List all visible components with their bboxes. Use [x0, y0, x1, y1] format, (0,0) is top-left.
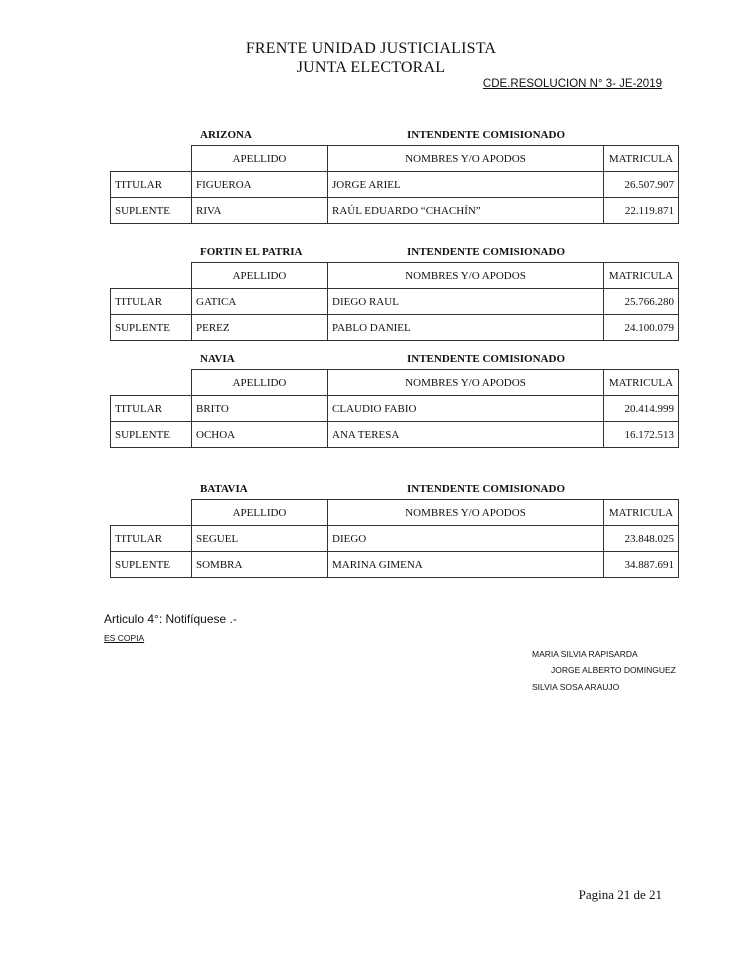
col-apellido: APELLIDO [192, 500, 328, 526]
candidates-table [110, 499, 679, 578]
cell-nombres: MARINA GIMENA [328, 552, 604, 578]
cell-apellido: RIVA [192, 198, 328, 224]
table-header-row [111, 263, 679, 289]
candidates-table [110, 369, 679, 448]
col-nombres: NOMBRES Y/O APODOS [328, 146, 604, 172]
blank-cell [111, 146, 192, 172]
locality-block-fortin-el-patria [110, 246, 678, 341]
locality-block-arizona [110, 129, 678, 224]
table-row [111, 526, 679, 552]
table-row [111, 198, 679, 224]
col-nombres: NOMBRES Y/O APODOS [328, 263, 604, 289]
resolution-number: CDE.RESOLUCION N° 3- JE-2019 [482, 78, 662, 90]
table-row [111, 289, 679, 315]
col-apellido: APELLIDO [192, 146, 328, 172]
locality-name: NAVIA [200, 353, 235, 365]
cell-apellido: FIGUEROA [192, 172, 328, 198]
cell-apellido: SEGUEL [192, 526, 328, 552]
cell-apellido: PEREZ [192, 315, 328, 341]
row-type: TITULAR [111, 396, 192, 422]
cell-apellido: SOMBRA [192, 552, 328, 578]
position-title: INTENDENTE COMISIONADO [407, 353, 565, 365]
cell-matricula: 23.848.025 [604, 526, 679, 552]
document-title: FRENTE UNIDAD JUSTICIALISTA [245, 40, 497, 57]
row-type: TITULAR [111, 526, 192, 552]
locality-name: FORTIN EL PATRIA [200, 246, 303, 258]
col-matricula: MATRICULA [604, 370, 679, 396]
position-title: INTENDENTE COMISIONADO [407, 246, 565, 258]
block-header [110, 353, 678, 369]
row-type: SUPLENTE [111, 552, 192, 578]
cell-nombres: DIEGO [328, 526, 604, 552]
cell-matricula: 34.887.691 [604, 552, 679, 578]
cell-nombres: DIEGO RAUL [328, 289, 604, 315]
locality-name: BATAVIA [200, 483, 248, 495]
candidates-table [110, 262, 679, 341]
page-number: Pagina 21 de 21 [578, 887, 662, 902]
blank-cell [111, 370, 192, 396]
cell-nombres: RAÚL EDUARDO “CHACHÍN” [328, 198, 604, 224]
signature-name: SILVIA SOSA ARAUJO [532, 682, 620, 692]
cell-apellido: BRITO [192, 396, 328, 422]
position-title: INTENDENTE COMISIONADO [407, 483, 565, 495]
col-matricula: MATRICULA [604, 263, 679, 289]
locality-name: ARIZONA [200, 129, 252, 141]
document-subtitle: JUNTA ELECTORAL [296, 59, 446, 76]
cell-matricula: 24.100.079 [604, 315, 679, 341]
article-text: Articulo 4°: Notifíquese .- [104, 612, 237, 626]
row-type: SUPLENTE [111, 315, 192, 341]
block-header [110, 246, 678, 262]
signature-name: JORGE ALBERTO DOMINGUEZ [551, 665, 676, 675]
block-header [110, 483, 678, 499]
row-type: TITULAR [111, 172, 192, 198]
table-row [111, 172, 679, 198]
candidates-table [110, 145, 679, 224]
blank-cell [111, 263, 192, 289]
cell-apellido: GATICA [192, 289, 328, 315]
table-row [111, 396, 679, 422]
table-header-row [111, 500, 679, 526]
col-nombres: NOMBRES Y/O APODOS [328, 370, 604, 396]
col-matricula: MATRICULA [604, 500, 679, 526]
row-type: SUPLENTE [111, 198, 192, 224]
col-matricula: MATRICULA [604, 146, 679, 172]
cell-apellido: OCHOA [192, 422, 328, 448]
locality-block-batavia [110, 483, 678, 578]
table-header-row [111, 370, 679, 396]
col-apellido: APELLIDO [192, 370, 328, 396]
table-row [111, 552, 679, 578]
es-copia-label: ES COPIA [104, 633, 145, 643]
locality-block-navia [110, 353, 678, 448]
blank-cell [111, 500, 192, 526]
cell-nombres: PABLO DANIEL [328, 315, 604, 341]
col-nombres: NOMBRES Y/O APODOS [328, 500, 604, 526]
cell-matricula: 20.414.999 [604, 396, 679, 422]
row-type: SUPLENTE [111, 422, 192, 448]
table-row [111, 315, 679, 341]
col-apellido: APELLIDO [192, 263, 328, 289]
cell-matricula: 26.507.907 [604, 172, 679, 198]
cell-nombres: JORGE ARIEL [328, 172, 604, 198]
table-header-row [111, 146, 679, 172]
row-type: TITULAR [111, 289, 192, 315]
cell-matricula: 25.766.280 [604, 289, 679, 315]
cell-nombres: CLAUDIO FABIO [328, 396, 604, 422]
block-header [110, 129, 678, 145]
cell-nombres: ANA TERESA [328, 422, 604, 448]
table-row [111, 422, 679, 448]
signature-name: MARIA SILVIA RAPISARDA [532, 649, 638, 659]
cell-matricula: 22.119.871 [604, 198, 679, 224]
cell-matricula: 16.172.513 [604, 422, 679, 448]
position-title: INTENDENTE COMISIONADO [407, 129, 565, 141]
